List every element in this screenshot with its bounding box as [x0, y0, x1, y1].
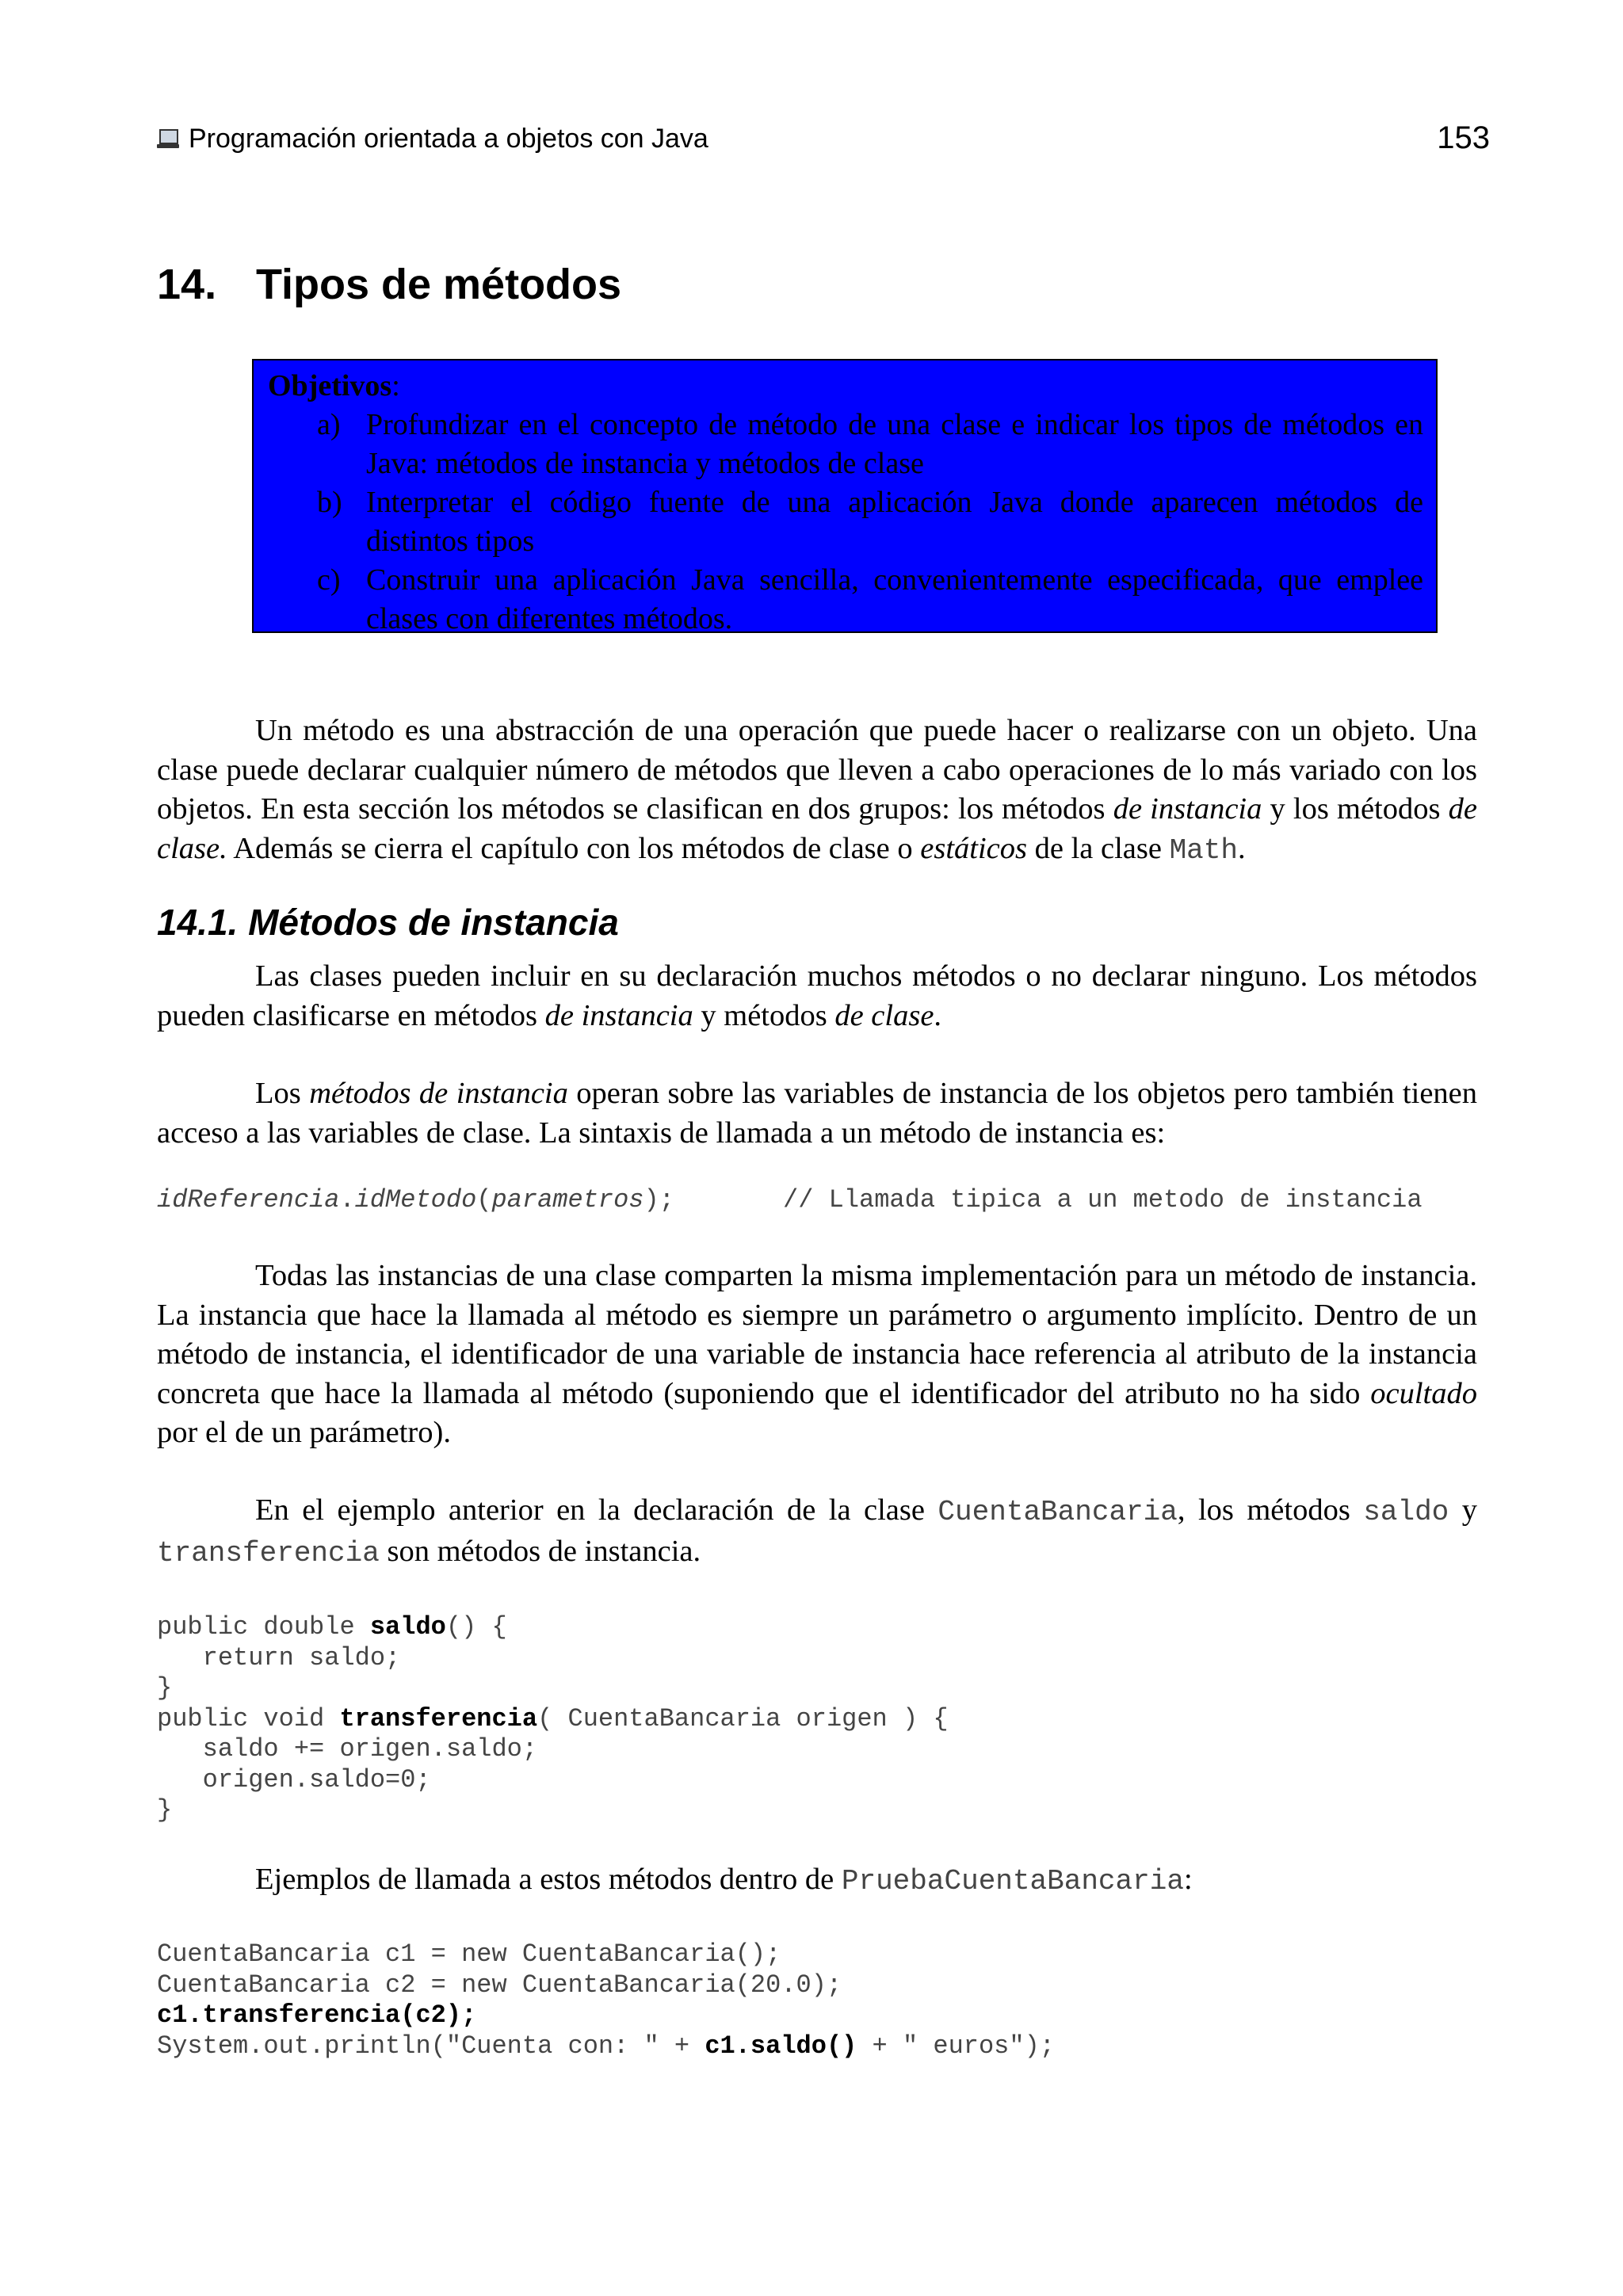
paragraph-instance-methods: Los métodos de instancia operan sobre las variables de instancia de los objetos pero también tienen acceso a las variables de clase. La sintaxis de llamada a un método de instancia es:: [157, 1077, 1477, 1150]
objective-item: [268, 561, 1423, 639]
chapter-title-text: Tipos de métodos: [256, 261, 622, 308]
objective-text: Profundizar en el concepto de método de una clase e indicar los tipos de métodos en Java: métodos de instancia y métodos de clase: [366, 408, 1423, 480]
objective-item: [268, 483, 1423, 561]
objectives-box: [252, 359, 1438, 633]
code-block-calls: CuentaBancaria c1 = new CuentaBancaria(); CuentaBancaria c2 = new CuentaBancaria(20.0); c1.transferencia(c2); System.out.println("Cuenta con: " + c1.saldo() + " euros");: [157, 1939, 1055, 2061]
paragraph-shared-implementation: Todas las instancias de una clase comparten la misma implementación para un método de instancia. La instancia que hace la llamada al método es siempre un parámetro o argumento implícito. Dentro de un método de instancia, el identificador de una variable de instancia hace referencia al atributo de la instancia concreta que hace la llamada al método (suponiendo que el identificador del atributo no ha sido ocultado por el de un parámetro).: [157, 1259, 1477, 1449]
objective-marker: c): [317, 563, 341, 597]
page-number: 153: [1437, 120, 1490, 155]
intro-paragraph: Un método es una abstracción de una operación que puede hacer o realizarse con un objeto. Una clase puede declarar cualquier número de métodos que lleven a cabo operaciones de lo más variado con los objetos. En esta sección los métodos se clasifican en dos grupos: los métodos de instancia y los métodos de clase. Además se cierra el capítulo con los métodos de clase o estáticos de la clase Math.: [157, 714, 1477, 867]
objective-item: [268, 406, 1423, 483]
paragraph-example-reference: En el ejemplo anterior en la declaración de la clase CuentaBancaria, los métodos saldo y transferencia son métodos de instancia.: [157, 1493, 1478, 1569]
paragraph-method-types: Las clases pueden incluir en su declaración muchos métodos o no declarar ninguno. Los métodos pueden clasificarse en métodos de instancia y métodos de clase.: [157, 959, 1477, 1032]
syntax-comment: // Llamada tipica a un metodo de instancia: [783, 1185, 1423, 1215]
objective-marker: b): [317, 486, 342, 519]
syntax-example: idReferencia.idMetodo(parametros); // Llamada tipica a un metodo de instancia: [157, 1185, 1423, 1215]
chapter-title: [157, 260, 621, 309]
objectives-heading-line: [268, 367, 1423, 406]
code-block-methods: public double saldo() { return saldo; } public void transferencia( CuentaBancaria origen ) { saldo += origen.saldo; origen.saldo=0; }: [157, 1612, 949, 1825]
chapter-number: 14.: [157, 261, 217, 308]
paragraph-call-examples: Ejemplos de llamada a estos métodos dentro de PruebaCuentaBancaria:: [255, 1863, 1193, 1897]
header-title-group: [157, 124, 708, 154]
running-header: [157, 120, 1490, 160]
objective-text: Interpretar el código fuente de una aplicación Java donde aparecen métodos de distintos tipos: [366, 486, 1423, 558]
objective-text: Construir una aplicación Java sencilla, convenientemente especificada, que emplee clases con diferentes métodos.: [366, 563, 1423, 635]
laptop-icon: [157, 129, 179, 150]
objectives-colon: :: [391, 369, 400, 402]
book-title: Programación orientada a objetos con Java: [189, 124, 708, 154]
objectives-list: [268, 406, 1423, 639]
objectives-heading: Objetivos: [268, 369, 392, 402]
section-title: 14.1. Métodos de instancia: [157, 902, 619, 943]
objective-marker: a): [317, 408, 341, 441]
